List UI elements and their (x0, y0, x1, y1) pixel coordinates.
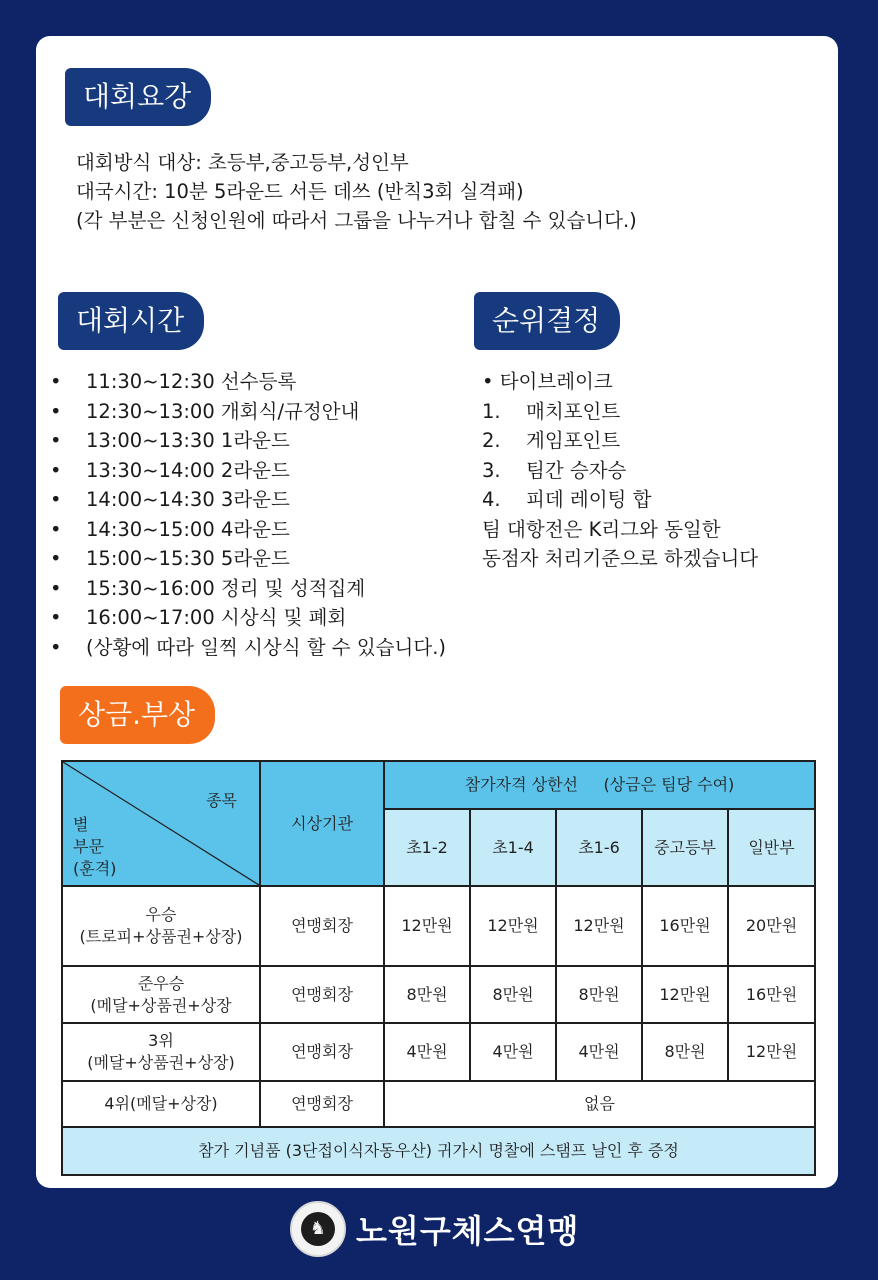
awarder-cell: 연맹회장 (260, 886, 384, 966)
prize-value: 4만원 (384, 1023, 470, 1081)
no-prize-cell: 없음 (384, 1081, 815, 1127)
division-header: 초1-4 (470, 809, 556, 886)
prize-value: 20만원 (728, 886, 815, 966)
division-header: 초1-2 (384, 809, 470, 886)
prize-value: 16만원 (728, 966, 815, 1023)
schedule-item-text: (상황에 따라 일찍 시상식 할 수 있습니다.) (86, 635, 446, 659)
schedule-item (50, 485, 446, 515)
place-cell: 4위(메달+상장) (62, 1081, 260, 1127)
ranking-note: 팀 대항전은 K리그와 동일한 (482, 517, 721, 541)
bullet-dot: • (50, 635, 62, 659)
place-cell: 우승 (트로피+상품권+상장) (62, 886, 260, 966)
division-header: 초1-6 (556, 809, 642, 886)
place-cell: 준우승 (메달+상품권+상장 (62, 966, 260, 1023)
schedule-item-text: 13:30~14:00 2라운드 (86, 458, 290, 482)
guidelines-title-badge: 대회요강 (65, 68, 211, 126)
schedule-item (50, 397, 446, 427)
ranking-item: 3. 팀간 승자승 (482, 458, 627, 482)
ranking-item: 2. 게임포인트 (482, 429, 621, 452)
schedule-item-text: 15:30~16:00 정리 및 성적집계 (86, 576, 366, 600)
ranking-item: 1. 매치포인트 (482, 399, 621, 423)
prize-value: 8만원 (384, 966, 470, 1023)
schedule-item (50, 544, 446, 574)
prize-value: 12만원 (384, 886, 470, 966)
schedule-item-text: 14:00~14:30 3라운드 (86, 488, 290, 511)
schedule-list (50, 367, 446, 662)
knight-chess-icon: ♞ (290, 1201, 346, 1257)
schedule-item-text: 15:00~15:30 5라운드 (86, 547, 290, 570)
bullet-dot: • (50, 488, 62, 511)
schedule-item-text: 11:30~12:30 선수등록 (86, 370, 297, 393)
schedule-item (50, 367, 446, 397)
division-header: 일반부 (728, 809, 815, 886)
bullet-dot: • (50, 370, 62, 393)
bullet-dot: • (50, 399, 62, 423)
prize-value: 12만원 (642, 966, 728, 1023)
division-header: 중고등부 (642, 809, 728, 886)
souvenir-note: 참가 기념품 (3단접이식자동우산) 귀가시 명찰에 스탬프 날인 후 증정 (62, 1127, 815, 1175)
corner-event-label: 종목 (206, 791, 237, 810)
ranking-item: 4. 피데 레이팅 합 (482, 488, 652, 511)
ranking-note: 동점자 처리기준으로 하겠습니다 (482, 547, 759, 570)
bullet-dot: • (50, 517, 62, 541)
eligibility-header: 참가자격 상한선 (상금은 팀당 수여) (384, 761, 815, 809)
table-corner-cell (62, 761, 260, 886)
schedule-item (50, 633, 446, 663)
bullet-dot: • (50, 429, 62, 452)
prize-table (61, 760, 816, 1176)
bullet-dot: • (50, 576, 62, 600)
bullet-dot: • (50, 547, 62, 570)
bullet-dot: • (50, 606, 62, 629)
prize-value: 12만원 (556, 886, 642, 966)
schedule-item-text: 16:00~17:00 시상식 및 폐회 (86, 606, 347, 629)
org-name: 노원구체스연맹 (356, 1212, 580, 1250)
place-cell: 3위 (메달+상품권+상장) (62, 1023, 260, 1081)
schedule-item (50, 426, 446, 456)
prize-value: 4만원 (556, 1023, 642, 1081)
ranking-title-badge: 순위결정 (474, 292, 620, 350)
schedule-item-text: 13:00~13:30 1라운드 (86, 429, 290, 452)
schedule-item-text: 14:30~15:00 4라운드 (86, 517, 290, 541)
awarder-cell: 연맹회장 (260, 1081, 384, 1127)
schedule-title-badge: 대회시간 (58, 292, 204, 350)
guidelines-text (76, 148, 637, 235)
prize-value: 12만원 (728, 1023, 815, 1081)
prizes-title-badge: 상금.부상 (60, 686, 215, 744)
prize-value: 8만원 (470, 966, 556, 1023)
schedule-item (50, 515, 446, 545)
ranking-list (482, 367, 758, 574)
schedule-item (50, 603, 446, 633)
footer (290, 1198, 579, 1260)
awarder-cell: 연맹회장 (260, 966, 384, 1023)
guidelines-line: 대회방식 대상: 초등부,중고등부,성인부 (76, 151, 409, 174)
awarder-cell: 연맹회장 (260, 1023, 384, 1081)
awarder-header: 시상기관 (260, 761, 384, 886)
schedule-item-text: 12:30~13:00 개회식/규정안내 (86, 399, 360, 423)
corner-division-label: 별 부문 (훈격) (73, 815, 117, 878)
schedule-item (50, 574, 446, 604)
prize-value: 16만원 (642, 886, 728, 966)
guidelines-line: 대국시간: 10분 5라운드 서든 데쓰 (반칙3회 실격패) (76, 180, 524, 203)
guidelines-line: (각 부분은 신청인원에 따라서 그룹을 나누거나 합칠 수 있습니다.) (76, 209, 637, 232)
tiebreak-header: • 타이브레이크 (482, 370, 613, 393)
prize-value: 8만원 (556, 966, 642, 1023)
prize-value: 12만원 (470, 886, 556, 966)
prize-value: 4만원 (470, 1023, 556, 1081)
schedule-item (50, 456, 446, 486)
bullet-dot: • (50, 458, 62, 482)
prize-value: 8만원 (642, 1023, 728, 1081)
